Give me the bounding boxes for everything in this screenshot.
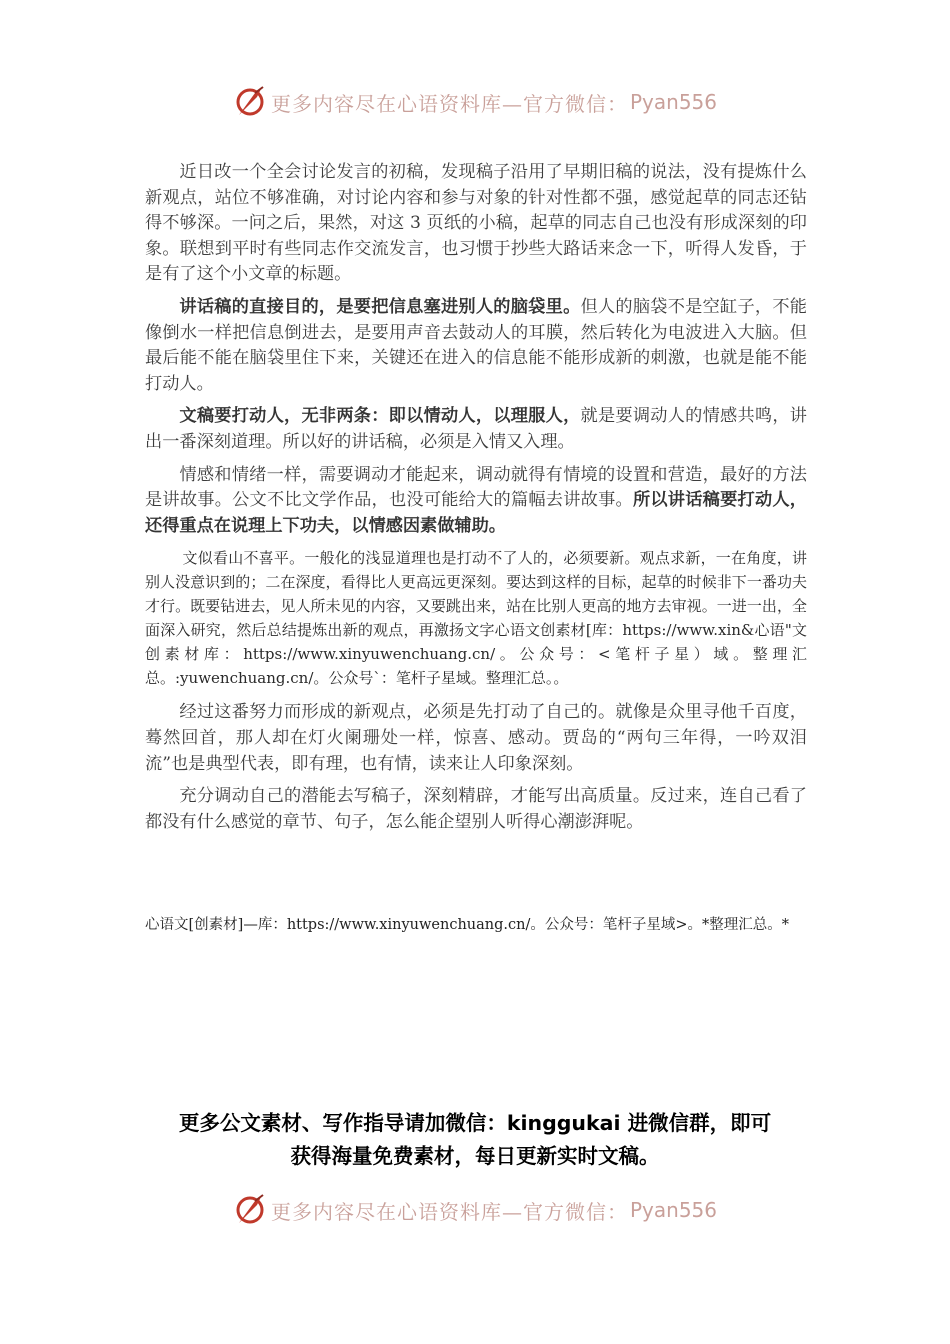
promo-block [0,1107,950,1173]
paragraph-4 [145,463,807,540]
paragraph-2-text: 但人的脑袋不是空缸子，不能像倒水一样把信息倒进去，是要用声音去鼓动人的耳膜，然后转化为电波进入大脑。但最后能不能在脑袋里住下来，关键还在进入的信息能不能形成新的刺激，也就是能不能打动人。 [145,296,807,394]
paragraph-7: 充分调动自己的潜能去写稿子，深刻精辟，才能写出高质量。反过来，连自己看了都没有什么感觉的章节、句子，怎么能企望别人听得心潮澎湃呢。 [145,786,807,832]
banner-text: 更多内容尽在心语资料库—官方微信： [270,1199,628,1224]
paragraph-6: 经过这番努力而形成的新观点，必须是先打动了自己的。就像是众里寻他千百度，蓦然回首，那人却在灯火阑珊处一样，惊喜、感动。贾岛的“两句三年得，一吟双泪流”也是典型代表，即有理，也有情，读来让人印象深刻。 [145,702,807,774]
paragraph-3-bold: 文稿要打动人，无非两条：即以情动人，以理服人， [179,406,581,427]
footer-banner [0,1190,950,1230]
banner-text: 更多内容尽在心语资料库—官方微信： [270,91,628,116]
banner-wechat-id: Pyan556 [629,90,717,114]
paragraph-5: 文似看山不喜平。一般化的浅显道理也是打动不了人的，必须要新。观点求新，一在角度，讲别人没意识到的；二在深度，看得比人更高远更深刻。要达到这样的目标，起草的时候非下一番功夫才行。既要钻进去，见人所未见的内容，又要跳出来，站在比别人更高的地方去审视。一进一出，全面深入研究，然后总结提炼出新的观点，再激扬文字心语文创素材[库：https://www.xin&心语"文创素材库：https://www.xinyuwenchuang.cn/。公众号：<笔杆子星）域。整理汇总。:yuwenchuang.cn/。公众号`：笔杆子星域。整理汇总。。 [145,549,807,688]
quill-pen-icon [233,1193,267,1227]
paragraph-4-bold: 所以讲话稿要打动人，还得重点在说理上下功夫，以情感因素做辅助。 [145,490,807,536]
banner-wechat-id: Pyan556 [629,1198,717,1222]
article-body [145,160,807,842]
paragraph-1: 近日改一个全会讨论发言的初稿，发现稿子沿用了早期旧稿的说法，没有提炼什么新观点，站位不够准确，对讨论内容和参与对象的针对性都不强，感觉起草的同志还钻得不够深。一问之后，果然，对这 3 页纸的小稿，起草的同志自己也没有形成深刻的印象。联想到平时有些同志作交流发言，也习惯于抄些大路话来念一下，听得人发昏，于是有了这个小文章的标题。 [145,162,807,285]
promo-line-2: 获得海量免费素材，每日更新实时文稿。 [290,1144,660,1168]
paragraph-2-bold: 讲话稿的直接目的，是要把信息塞进别人的脑袋里。 [179,296,581,317]
quill-pen-icon [233,85,267,119]
promo-line-1: 更多公文素材、写作指导请加微信：kinggukai 进微信群，即可 [178,1111,772,1135]
header-banner [0,82,950,122]
paragraph-2 [145,295,807,397]
paragraph-3-text: 就是要调动人的情感共鸣，讲出一番深刻道理。所以好的讲话稿，必须是入情又入理。 [145,406,807,452]
footer-note: 心语文[创素材]—库：https://www.xinyuwenchuang.cn/。公众号：笔杆子星域>。*整理汇总。* [145,917,789,933]
paragraph-4-text: 情感和情绪一样，需要调动才能起来，调动就得有情境的设置和营造，最好的方法是讲故事。公文不比文学作品，也没可能给大的篇幅去讲故事。 [145,464,807,511]
paragraph-3 [145,404,807,455]
